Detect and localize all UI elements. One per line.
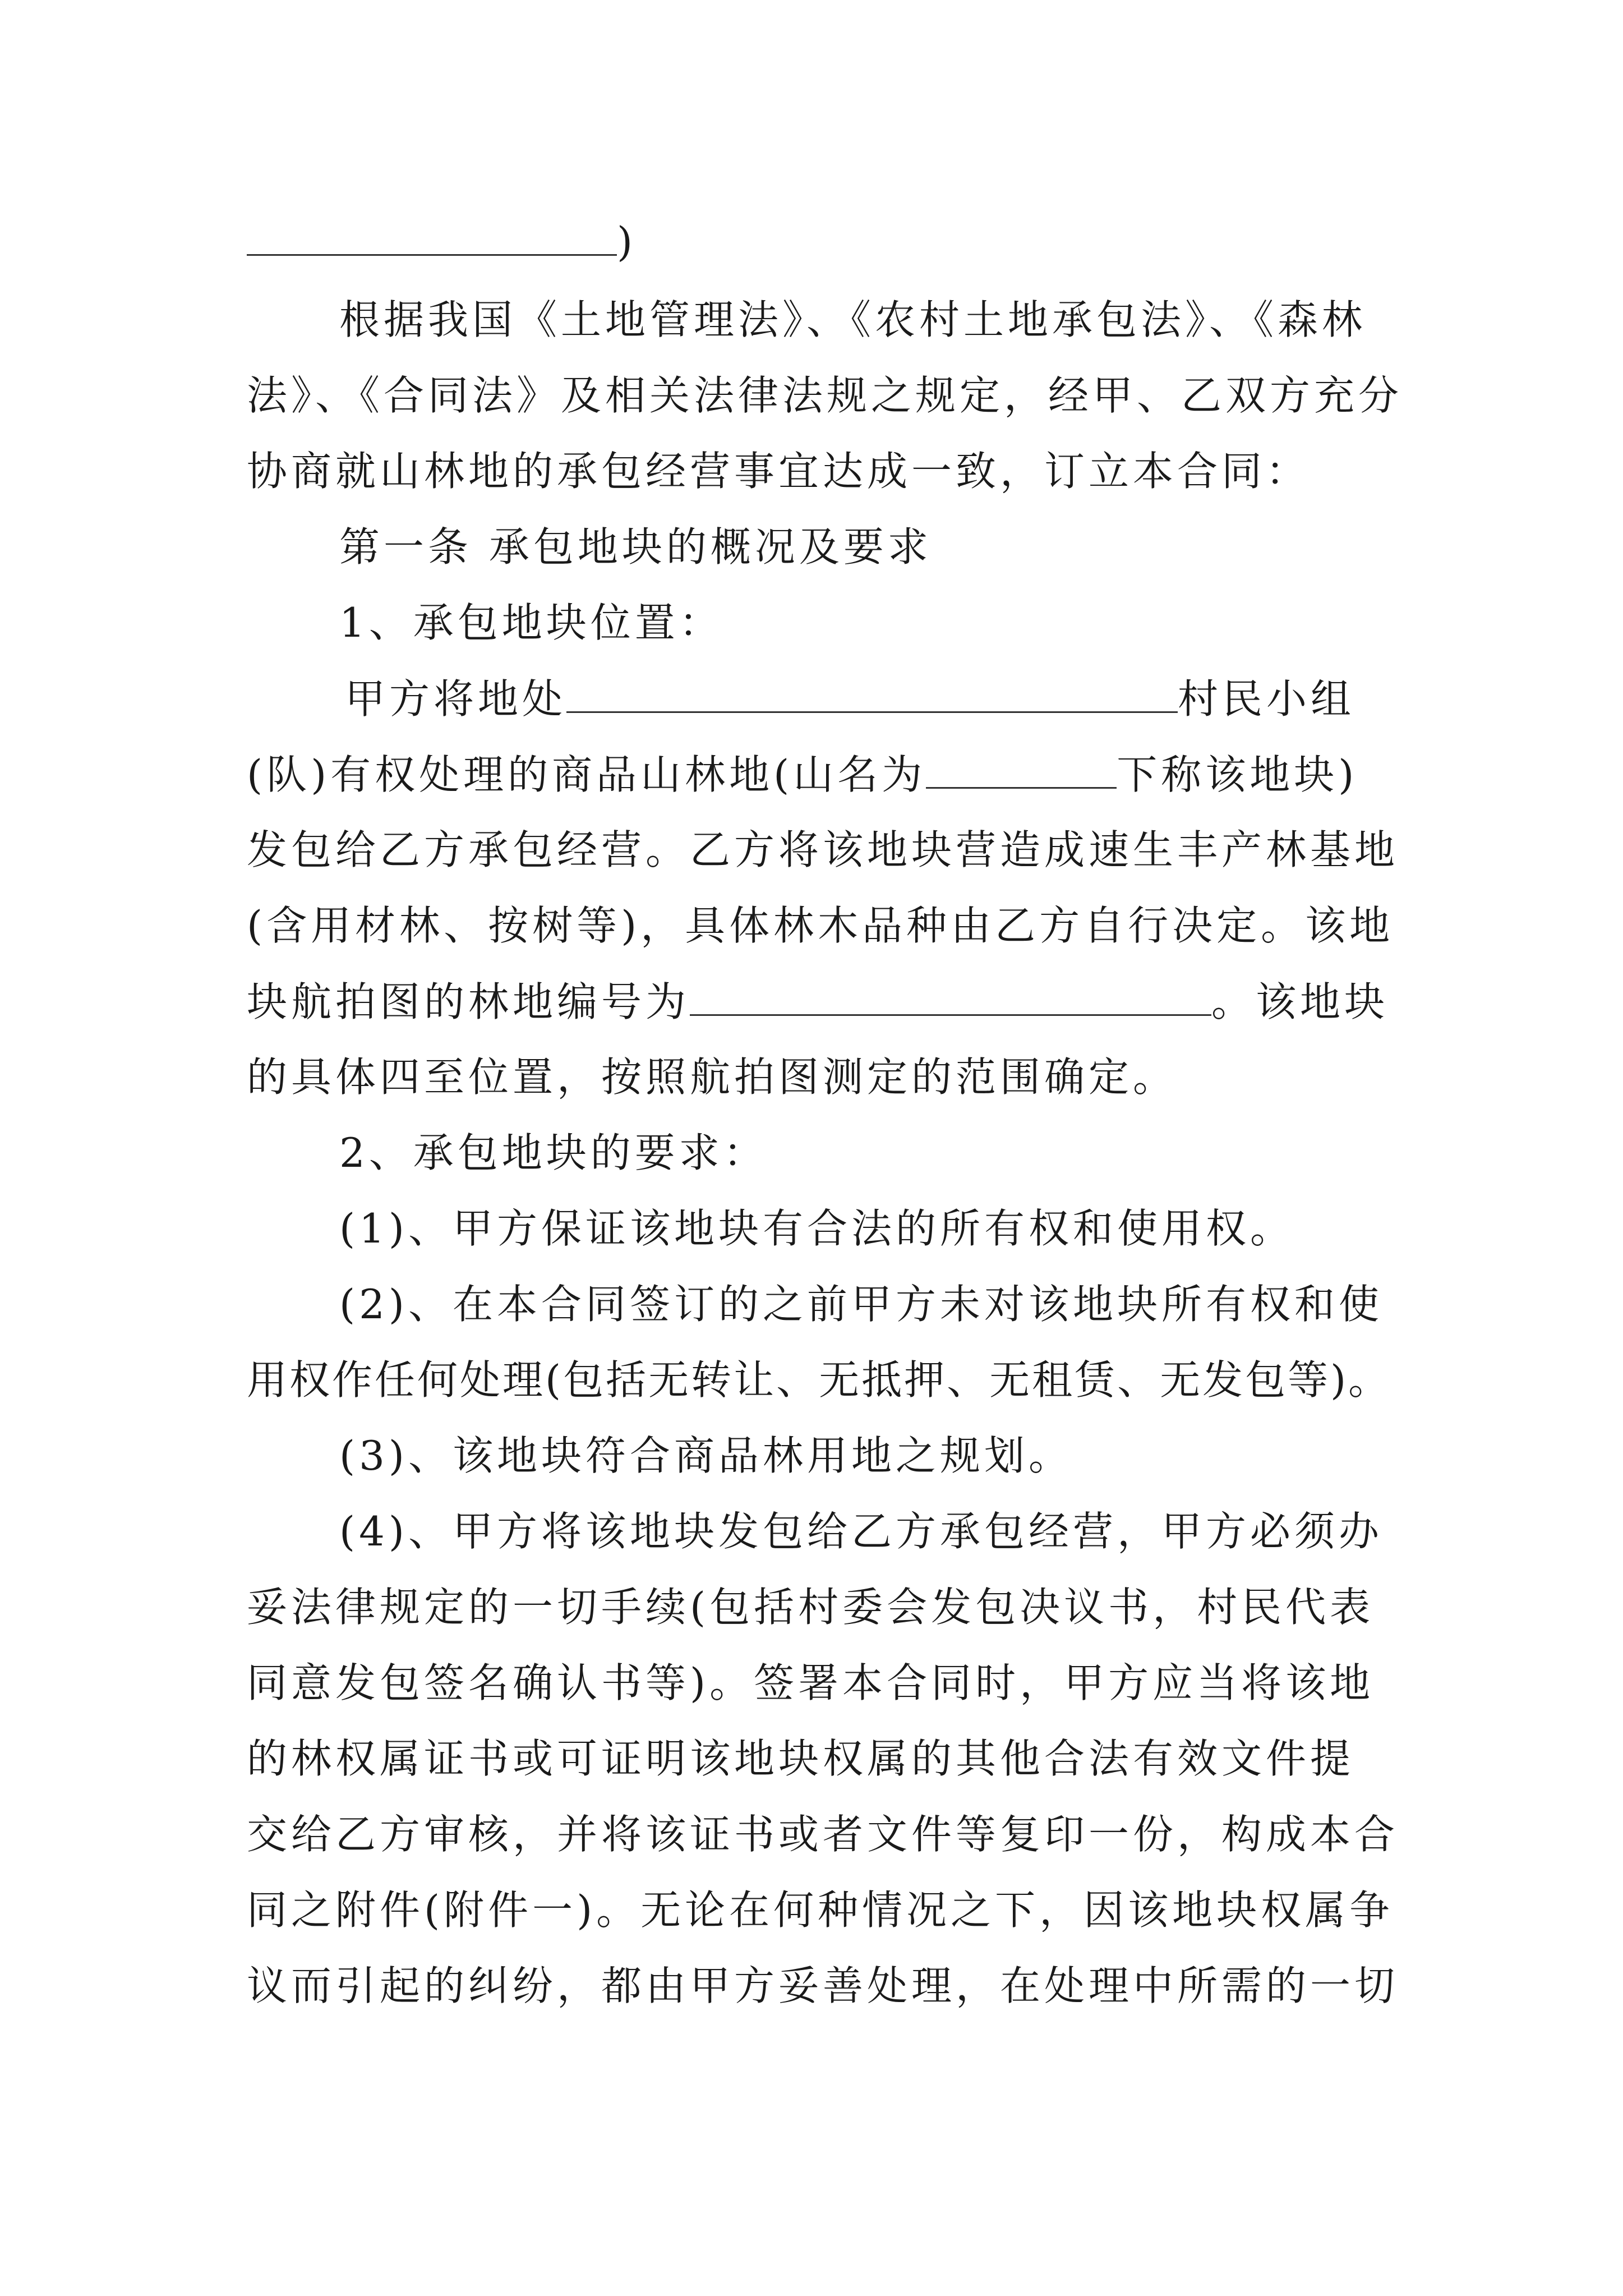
requirement-line: (3)、该地块符合商品林用地之规划。	[339, 1432, 1073, 1479]
requirement-line: 妥法律规定的一切手续(包括村委会发包决议书，村民代表	[247, 1584, 1375, 1631]
mountain-name-blank	[926, 743, 1117, 789]
location-line	[247, 743, 1623, 805]
paragraph-line: 的具体四至位置，按照航拍图测定的范围确定。	[247, 1053, 1178, 1101]
location-line	[345, 668, 1623, 729]
item-heading: 1、承包地块位置：	[339, 599, 723, 646]
closing-paren: )	[617, 218, 637, 265]
paragraph-line: 发包给乙方承包经营。乙方将该地块营造成速生丰产林基地	[247, 826, 1399, 873]
location-text: 下称该地块)	[1117, 751, 1358, 798]
requirement-line: (2)、在本合同签订的之前甲方未对该地块所有权和使	[339, 1281, 1383, 1328]
requirement-line: 同意发包签名确认书等)。签署本合同时，甲方应当将该地	[247, 1659, 1375, 1706]
fill-blank	[247, 210, 617, 256]
item-heading: 2、承包地块的要求：	[339, 1129, 768, 1176]
top-blank-line	[247, 210, 1623, 272]
paragraph-line: 根据我国《土地管理法》、《农村土地承包法》、《森林	[339, 296, 1367, 343]
paragraph-line: 协商就山林地的承包经营事宜达成一致，订立本合同：	[247, 448, 1311, 495]
requirement-line: 同之附件(附件一)。无论在何种情况之下，因该地块权属争	[247, 1887, 1394, 1934]
requirement-line: 的林权属证书或可证明该地块权属的其他合法有效文件提	[247, 1735, 1355, 1782]
requirement-line: 议而引起的纠纷，都由甲方妥善处理，在处理中所需的一切	[247, 1962, 1399, 2009]
requirement-line: 用权作任何处理(包括无转让、无抵押、无租赁、无发包等)。	[247, 1356, 1391, 1404]
location-text: 。该地块	[1211, 978, 1389, 1025]
forest-number-blank	[690, 970, 1211, 1016]
location-text: 块航拍图的林地编号为	[247, 978, 690, 1025]
location-text: 村民小组	[1178, 675, 1355, 723]
village-blank	[566, 668, 1178, 713]
paragraph-line: 法》、《合同法》及相关法律法规之规定，经甲、乙双方充分	[247, 372, 1403, 419]
requirement-line: 交给乙方审核，并将该证书或者文件等复印一份，构成本合	[247, 1811, 1399, 1858]
paragraph-line: (含用材林、按树等)，具体林木品种由乙方自行决定。该地	[247, 902, 1394, 949]
location-text: (队)有权处理的商品山林地(山名为	[247, 751, 926, 798]
location-text: 甲方将地处	[345, 675, 567, 723]
article-heading: 第一条 承包地块的概况及要求	[339, 523, 932, 570]
requirement-line: (4)、甲方将该地块发包给乙方承包经营，甲方必须办	[339, 1508, 1383, 1555]
requirement-line: (1)、甲方保证该地块有合法的所有权和使用权。	[339, 1205, 1294, 1252]
location-line	[247, 970, 1623, 1032]
